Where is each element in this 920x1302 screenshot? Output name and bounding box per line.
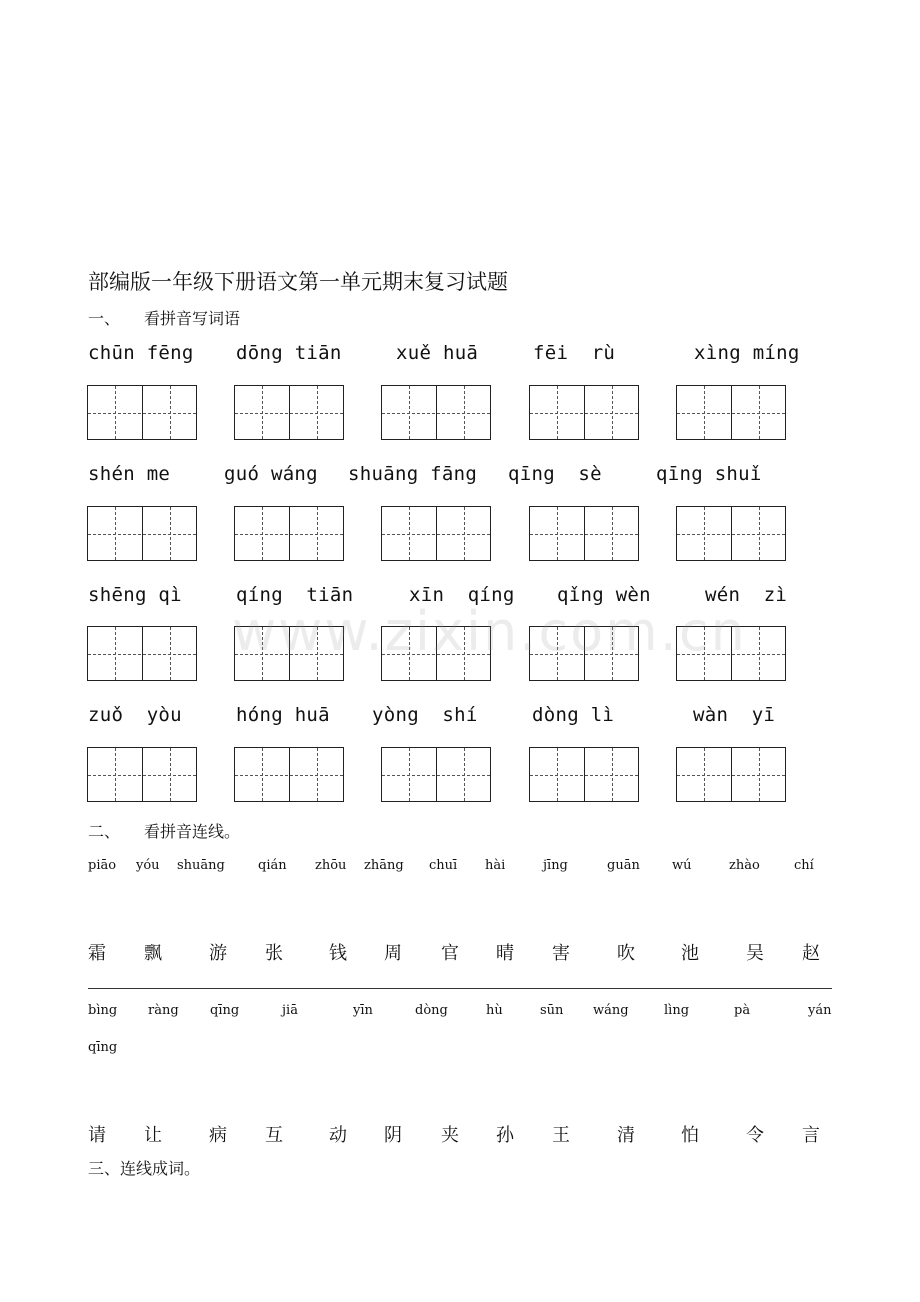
pinyin-match-2: lìng <box>664 1003 690 1018</box>
pinyin-match-2: jiā <box>282 1003 298 1018</box>
divider-line <box>88 988 832 989</box>
pinyin-r2-c1: shén me <box>88 463 171 485</box>
char-match-2: 言 <box>802 1125 820 1146</box>
writing-grid[interactable] <box>234 506 344 561</box>
pinyin-match-2-extra: qīng <box>88 1040 118 1055</box>
pinyin-match-1: qián <box>258 858 287 873</box>
pinyin-r1-c5: xìng míng <box>694 342 800 364</box>
section2-heading <box>88 819 240 842</box>
char-match-2: 互 <box>265 1125 283 1146</box>
char-match-2: 令 <box>746 1125 764 1146</box>
char-match-2: 请 <box>88 1125 106 1146</box>
writing-grid[interactable] <box>529 747 639 802</box>
pinyin-r4-c2: hóng huā <box>236 704 330 726</box>
pinyin-r3-c3: xīn qíng <box>409 584 515 606</box>
pinyin-match-1: piāo <box>88 858 117 873</box>
section3-heading: 三、连线成词。 <box>88 1159 201 1178</box>
pinyin-match-2: yīn <box>353 1003 373 1018</box>
char-match-2: 怕 <box>681 1125 699 1146</box>
char-match-1: 池 <box>681 943 699 964</box>
pinyin-match-1: zhāng <box>364 858 404 873</box>
pinyin-match-1: guān <box>607 858 640 873</box>
writing-grid[interactable] <box>87 506 197 561</box>
pinyin-match-2: dòng <box>415 1003 448 1018</box>
char-match-2: 王 <box>552 1125 570 1146</box>
pinyin-match-2: bìng <box>88 1003 118 1018</box>
pinyin-r4-c1: zuǒ yòu <box>88 704 182 726</box>
pinyin-match-1: jīng <box>543 858 568 873</box>
writing-grid[interactable] <box>676 506 786 561</box>
section1-label: 看拼音写词语 <box>144 309 241 328</box>
pinyin-r2-c2: guó wáng <box>224 463 318 485</box>
char-match-1: 游 <box>209 943 227 964</box>
char-match-1: 周 <box>384 943 402 964</box>
char-match-1: 霜 <box>88 943 106 964</box>
pinyin-match-1: chí <box>794 858 814 873</box>
pinyin-r4-c5: wàn yī <box>693 704 776 726</box>
char-match-2: 孙 <box>496 1125 514 1146</box>
pinyin-match-1: zhōu <box>315 858 347 873</box>
pinyin-r4-c3: yòng shí <box>372 704 478 726</box>
writing-grid[interactable] <box>529 506 639 561</box>
pinyin-r1-c1: chūn fēng <box>88 342 194 364</box>
section2-label: 看拼音连线。 <box>144 822 241 841</box>
char-match-1: 飘 <box>144 943 162 964</box>
section2-number: 二、 <box>88 822 121 841</box>
pinyin-match-1: yóu <box>136 858 160 873</box>
pinyin-r1-c2: dōng tiān <box>236 342 342 364</box>
pinyin-match-1: zhào <box>729 858 760 873</box>
writing-grid[interactable] <box>676 747 786 802</box>
pinyin-r3-c4: qǐng wèn <box>557 584 651 606</box>
pinyin-match-2: pà <box>734 1003 751 1018</box>
char-match-2: 夹 <box>441 1125 459 1146</box>
section1-number: 一、 <box>88 309 121 328</box>
pinyin-match-2: qīng <box>210 1003 240 1018</box>
char-match-1: 害 <box>552 943 570 964</box>
watermark: www.zixin.com.cn <box>232 600 747 663</box>
pinyin-r2-c5: qīng shuǐ <box>656 463 762 485</box>
char-match-1: 吴 <box>746 943 764 964</box>
char-match-2: 动 <box>329 1125 347 1146</box>
pinyin-match-2: sūn <box>540 1003 564 1018</box>
char-match-2: 病 <box>209 1125 227 1146</box>
pinyin-match-1: wú <box>672 858 692 873</box>
section1-heading <box>88 306 240 329</box>
writing-grid[interactable] <box>381 506 491 561</box>
char-match-1: 赵 <box>802 943 820 964</box>
char-match-2: 清 <box>617 1125 635 1146</box>
writing-grid[interactable] <box>381 747 491 802</box>
char-match-1: 官 <box>441 943 459 964</box>
writing-grid[interactable] <box>381 385 491 440</box>
char-match-1: 晴 <box>496 943 514 964</box>
page-title: 部编版一年级下册语文第一单元期末复习试题 <box>88 270 508 294</box>
writing-grid[interactable] <box>234 747 344 802</box>
pinyin-match-2: wáng <box>593 1003 629 1018</box>
pinyin-r3-c5: wén zì <box>705 584 788 606</box>
pinyin-match-1: hài <box>485 858 506 873</box>
pinyin-match-2: hù <box>486 1003 503 1018</box>
writing-grid[interactable] <box>234 385 344 440</box>
pinyin-r3-c1: shēng qì <box>88 584 182 606</box>
char-match-1: 张 <box>265 943 283 964</box>
char-match-1: 钱 <box>329 943 347 964</box>
pinyin-r1-c4: fēi rù <box>533 342 616 364</box>
pinyin-r2-c3: shuāng fāng <box>348 463 478 485</box>
pinyin-r4-c4: dòng lì <box>532 704 615 726</box>
pinyin-match-1: chuī <box>429 858 458 873</box>
char-match-1: 吹 <box>617 943 635 964</box>
pinyin-match-2: yán <box>808 1003 832 1018</box>
writing-grid[interactable] <box>87 747 197 802</box>
writing-grid[interactable] <box>87 626 197 681</box>
writing-grid[interactable] <box>87 385 197 440</box>
writing-grid[interactable] <box>676 385 786 440</box>
writing-grid[interactable] <box>529 385 639 440</box>
char-match-2: 让 <box>144 1125 162 1146</box>
char-match-2: 阴 <box>384 1125 402 1146</box>
pinyin-match-2: ràng <box>148 1003 179 1018</box>
pinyin-r2-c4: qīng sè <box>508 463 602 485</box>
pinyin-r3-c2: qíng tiān <box>236 584 354 606</box>
pinyin-r1-c3: xuě huā <box>396 342 479 364</box>
pinyin-match-1: shuāng <box>177 858 225 873</box>
